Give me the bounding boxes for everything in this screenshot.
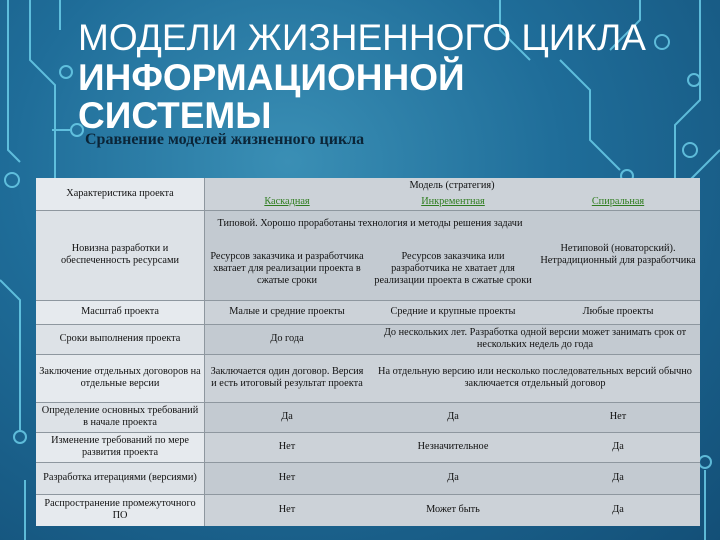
- row-changes-incremental: Незначительное: [370, 432, 536, 462]
- row-iterations-incremental: Да: [370, 462, 536, 494]
- table-divider: [36, 402, 700, 403]
- header-characteristic: Характеристика проекта: [36, 178, 204, 210]
- row-novelty-typical: Типовой. Хорошо проработаны технология и методы решения задачи: [204, 210, 536, 238]
- row-iterations-cascade: Нет: [204, 462, 370, 494]
- row-requirements-cascade: Да: [204, 402, 370, 432]
- table-divider: [36, 494, 700, 495]
- row-changes-spiral: Да: [536, 432, 700, 462]
- row-distribution-cascade: Нет: [204, 494, 370, 526]
- row-changes-cascade: Нет: [204, 432, 370, 462]
- row-changes-label: Изменение требований по мере развития проекта: [36, 432, 204, 462]
- header-incremental[interactable]: [370, 194, 536, 210]
- page-title-line-2: ИНФОРМАЦИОННОЙ: [78, 57, 465, 98]
- row-contracts-label: Заключение отдельных договоров на отдельные версии: [36, 354, 204, 402]
- row-requirements-label: Определение основных требований в начале проекта: [36, 402, 204, 432]
- table-divider: [36, 432, 700, 433]
- row-contracts-cascade: Заключается один договор. Версия и есть итоговый результат проекта: [204, 354, 370, 402]
- row-distribution-label: Распространение промежуточного ПО: [36, 494, 204, 526]
- page-title-line-3: СИСТЕМЫ: [78, 95, 272, 136]
- row-requirements-incremental: Да: [370, 402, 536, 432]
- row-scale-label: Масштаб проекта: [36, 300, 204, 324]
- table-divider: [36, 210, 700, 211]
- row-iterations-spiral: Да: [536, 462, 700, 494]
- incremental-link[interactable]: Инкрементная: [421, 196, 485, 207]
- row-duration-merged: До нескольких лет. Разработка одной версии может занимать срок от нескольких недель до года: [370, 324, 700, 354]
- row-novelty-cascade: Ресурсов заказчика и разработчика хватает для реализации проекта в сжатые сроки: [204, 238, 370, 300]
- table-divider: [36, 300, 700, 301]
- cascade-link[interactable]: Каскадная: [264, 196, 310, 207]
- header-spiral[interactable]: [536, 194, 700, 210]
- table-divider: [36, 354, 700, 355]
- row-scale-spiral: Любые проекты: [536, 300, 700, 324]
- row-duration-label: Сроки выполнения проекта: [36, 324, 204, 354]
- row-duration-cascade: До года: [204, 324, 370, 354]
- row-scale-incremental: Средние и крупные проекты: [370, 300, 536, 324]
- header-cascade[interactable]: [204, 194, 370, 210]
- table-divider: [36, 324, 700, 325]
- row-distribution-spiral: Да: [536, 494, 700, 526]
- slide-subtitle: Сравнение моделей жизненного цикла: [85, 131, 365, 148]
- row-distribution-incremental: Может быть: [370, 494, 536, 526]
- row-novelty-spiral: Нетиповой (новаторский). Нетрадиционный для разработчика: [536, 210, 700, 300]
- header-model: Модель (стратегия): [204, 178, 700, 194]
- row-novelty-label: Новизна разработки и обеспеченность ресурсами: [36, 210, 204, 300]
- comparison-table: [36, 178, 700, 526]
- row-iterations-label: Разработка итерациями (версиями): [36, 462, 204, 494]
- row-contracts-merged: На отдельную версию или несколько последовательных версий обычно заключается отдельный договор: [370, 354, 700, 402]
- spiral-link[interactable]: Спиральная: [591, 196, 645, 207]
- page-title-line-1: МОДЕЛИ ЖИЗНЕННОГО ЦИКЛА: [78, 17, 646, 58]
- row-requirements-spiral: Нет: [536, 402, 700, 432]
- table-divider: [204, 178, 205, 526]
- table-divider: [36, 462, 700, 463]
- row-novelty-incremental: Ресурсов заказчика или разработчика не хватает для реализации проекта в сжатые сроки: [370, 238, 536, 300]
- row-scale-cascade: Малые и средние проекты: [204, 300, 370, 324]
